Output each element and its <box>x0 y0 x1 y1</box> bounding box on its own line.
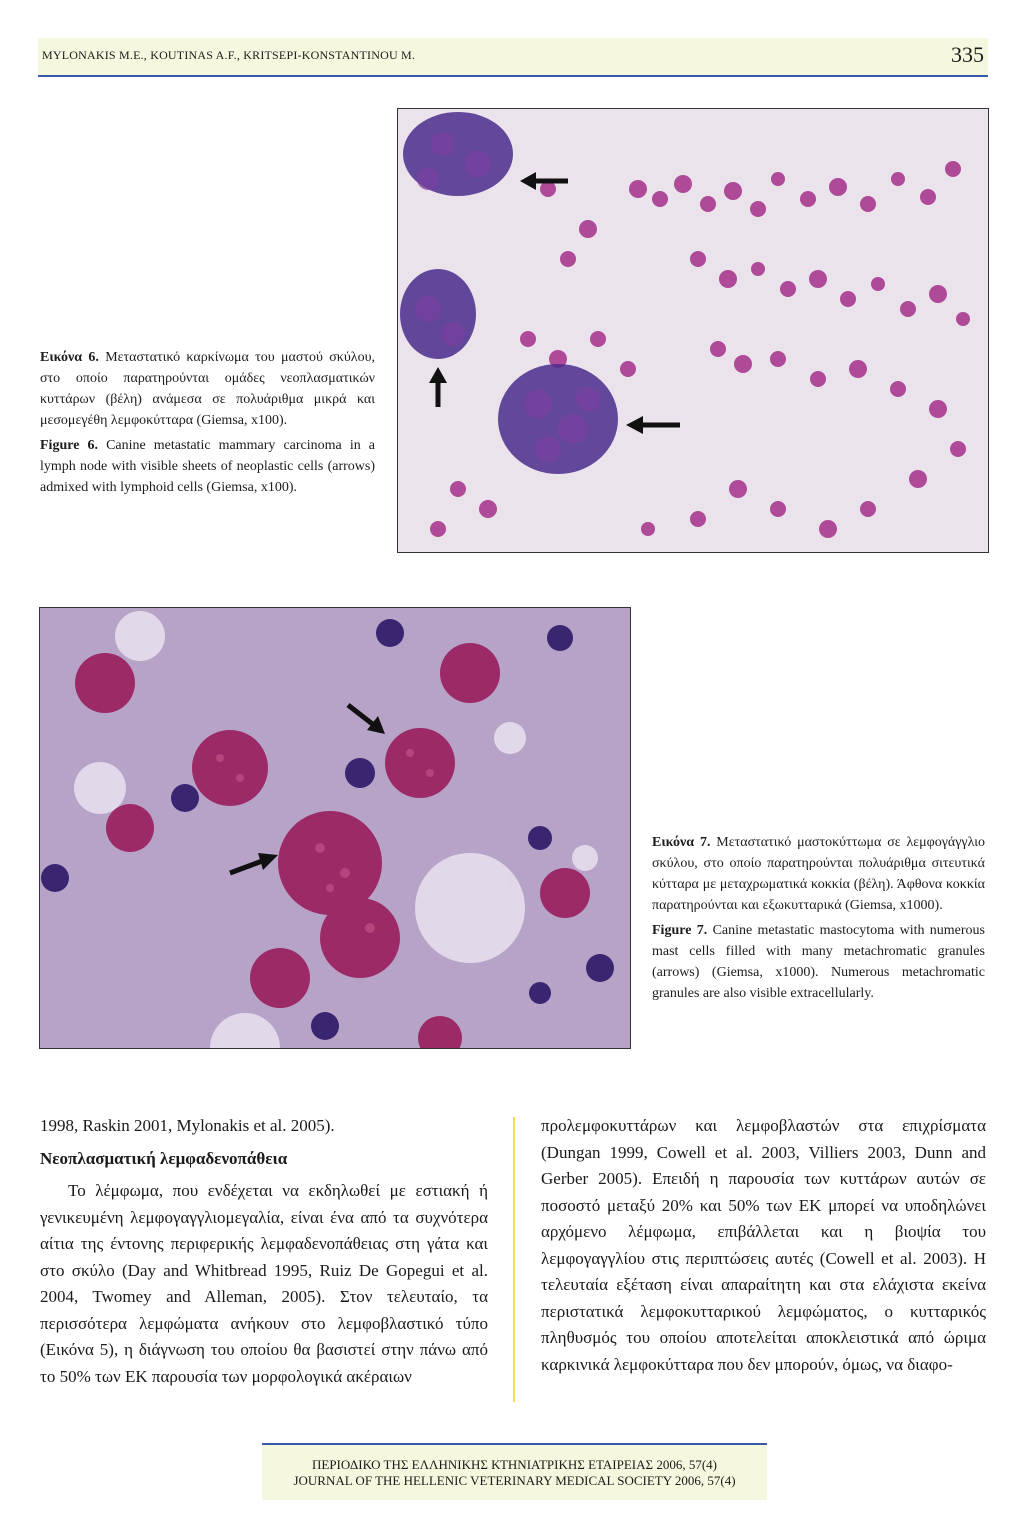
section-heading: Νεοπλασματική λεμφαδενοπάθεια <box>40 1148 288 1168</box>
footer-journal-greek: ΠΕΡΙΟΔΙΚΟ ΤΗΣ ΕΛΛΗΝΙΚΗΣ ΚΤΗΝΙΑΤΡΙΚΗΣ ΕΤΑΙΡΕΙΑΣ 2006, 57(4) <box>311 1457 717 1472</box>
figure-7-caption <box>652 832 985 1004</box>
figure-6-image <box>397 108 989 553</box>
micrograph-mammary-carcinoma <box>398 109 988 552</box>
figure-6-caption <box>40 347 375 498</box>
figure-6-caption-english-text: Canine metastatic mammary carcinoma in a lymph node with visible sheets of neoplastic cells (arrows) admixed with lymphoid cells (Giemsa, x100). <box>40 438 375 495</box>
figure-7-caption-greek-label: Εικόνα 7. <box>652 835 711 850</box>
figure-7-caption-english-text: Canine metastatic mastocytoma with numerous mast cells filled with many metachromatic granules (arrows) (Giemsa, x1000). Numerous metachromatic granules are also visible extracellularly. <box>652 923 986 1001</box>
figure-6-caption-greek-text: Μεταστατικό καρκίνωμα του μαστού σκύλου, στο οποίο παρατηρούνται ομάδες νεοπλασματικών κυττάρων (βέλη) ανάμεσα σε πολυάριθμα μικρά και μεσομεγέθη λεμφοκύτταρα (Giemsa, x100). <box>40 350 376 428</box>
body-left-paragraph: Το λέμφωμα, που ενδέχεται να εκδηλωθεί με εστιακή ή γενικευμένη λεμφογαγγλιομεγαλία, είναι ένα από τα συχνότερα αίτια της έντονης περιφερικής λεμφαδενοπάθειας στη γάτα και στο σκύλο (Day and Whitbread 1995, Ruiz De Gopegui et al. 2004, Twomey and Alleman, 2005). Στον τελευταίο, τα περισσότερα λεμφώματα ανήκουν στο λεμφοβλαστικό τύπο (Εικόνα 5), η διάγνωση του οποίου θα βασιστεί στην πάνω από το 50% των ΕΚ παρουσία των μορφολογικά ακέραιων <box>40 1181 488 1386</box>
footer-journal-english: JOURNAL OF THE HELLENIC VETERINARY MEDICAL SOCIETY 2006, 57(4) <box>293 1473 736 1488</box>
figure-6-caption-english <box>40 435 375 498</box>
figure-7-caption-english-label: Figure 7. <box>652 923 708 938</box>
figure-7-caption-greek <box>652 832 985 916</box>
header-rule <box>38 75 988 77</box>
body-column-left <box>40 1113 488 1390</box>
figure-6-caption-english-label: Figure 6. <box>40 438 98 453</box>
figure-7-image <box>39 607 631 1049</box>
micrograph-mastocytoma <box>40 608 630 1048</box>
figure-6-caption-greek-label: Εικόνα 6. <box>40 350 99 365</box>
figure-7-caption-english <box>652 920 985 1004</box>
body-column-right <box>541 1113 986 1378</box>
figure-6-caption-greek <box>40 347 375 431</box>
column-divider <box>513 1117 515 1402</box>
page-number: 335 <box>951 42 984 67</box>
body-right-paragraph: προλεμφοκυττάρων και λεμφοβλαστών στα επιχρίσματα (Dungan 1999, Cowell et al. 2003, Villiers 2003, Dunn and Gerber 2005). Επειδή η παρουσία των κυττάρων αυτών σε ποσοστό μεταξύ 20% και 50% των ΕΚ μπορεί να υποδηλώνει αρχόμενο λέμφωμα, επιβάλλεται και η βιοψία του λεμφογαγγλίου στις περιπτώσεις αυτές (Cowell et al. 2003). Η τελευταία εξέταση είναι απαραίτητη και στα ελάχιστα εκείνα περιστατικά λεμφοκυτταρικού λεμφώματος, ο κυτταρικός πληθυσμός του οποίου αποτελείται αποκλειστικά από ώριμα καρκινικά λεμφοκύτταρα που δεν μπορούν, όμως, να διαφο- <box>541 1116 986 1374</box>
body-left-first-line: 1998, Raskin 2001, Mylonakis et al. 2005). <box>40 1116 335 1135</box>
running-header-authors: MYLONAKIS M.E., KOUTINAS A.F., KRITSEPI-KONSTANTINOU M. <box>42 48 416 62</box>
figure-7-caption-greek-text: Μεταστατικό μαστοκύττωμα σε λεμφογάγγλιο σκύλου, στο οποίο παρατηρούνται πολυάριθμα σιτευτικά κύτταρα με μεταχρωματικά κοκκία (βέλη). Άφθονα κοκκία παρατηρούνται και εξωκυτταρικά (Giemsa, x1000). <box>652 835 986 913</box>
